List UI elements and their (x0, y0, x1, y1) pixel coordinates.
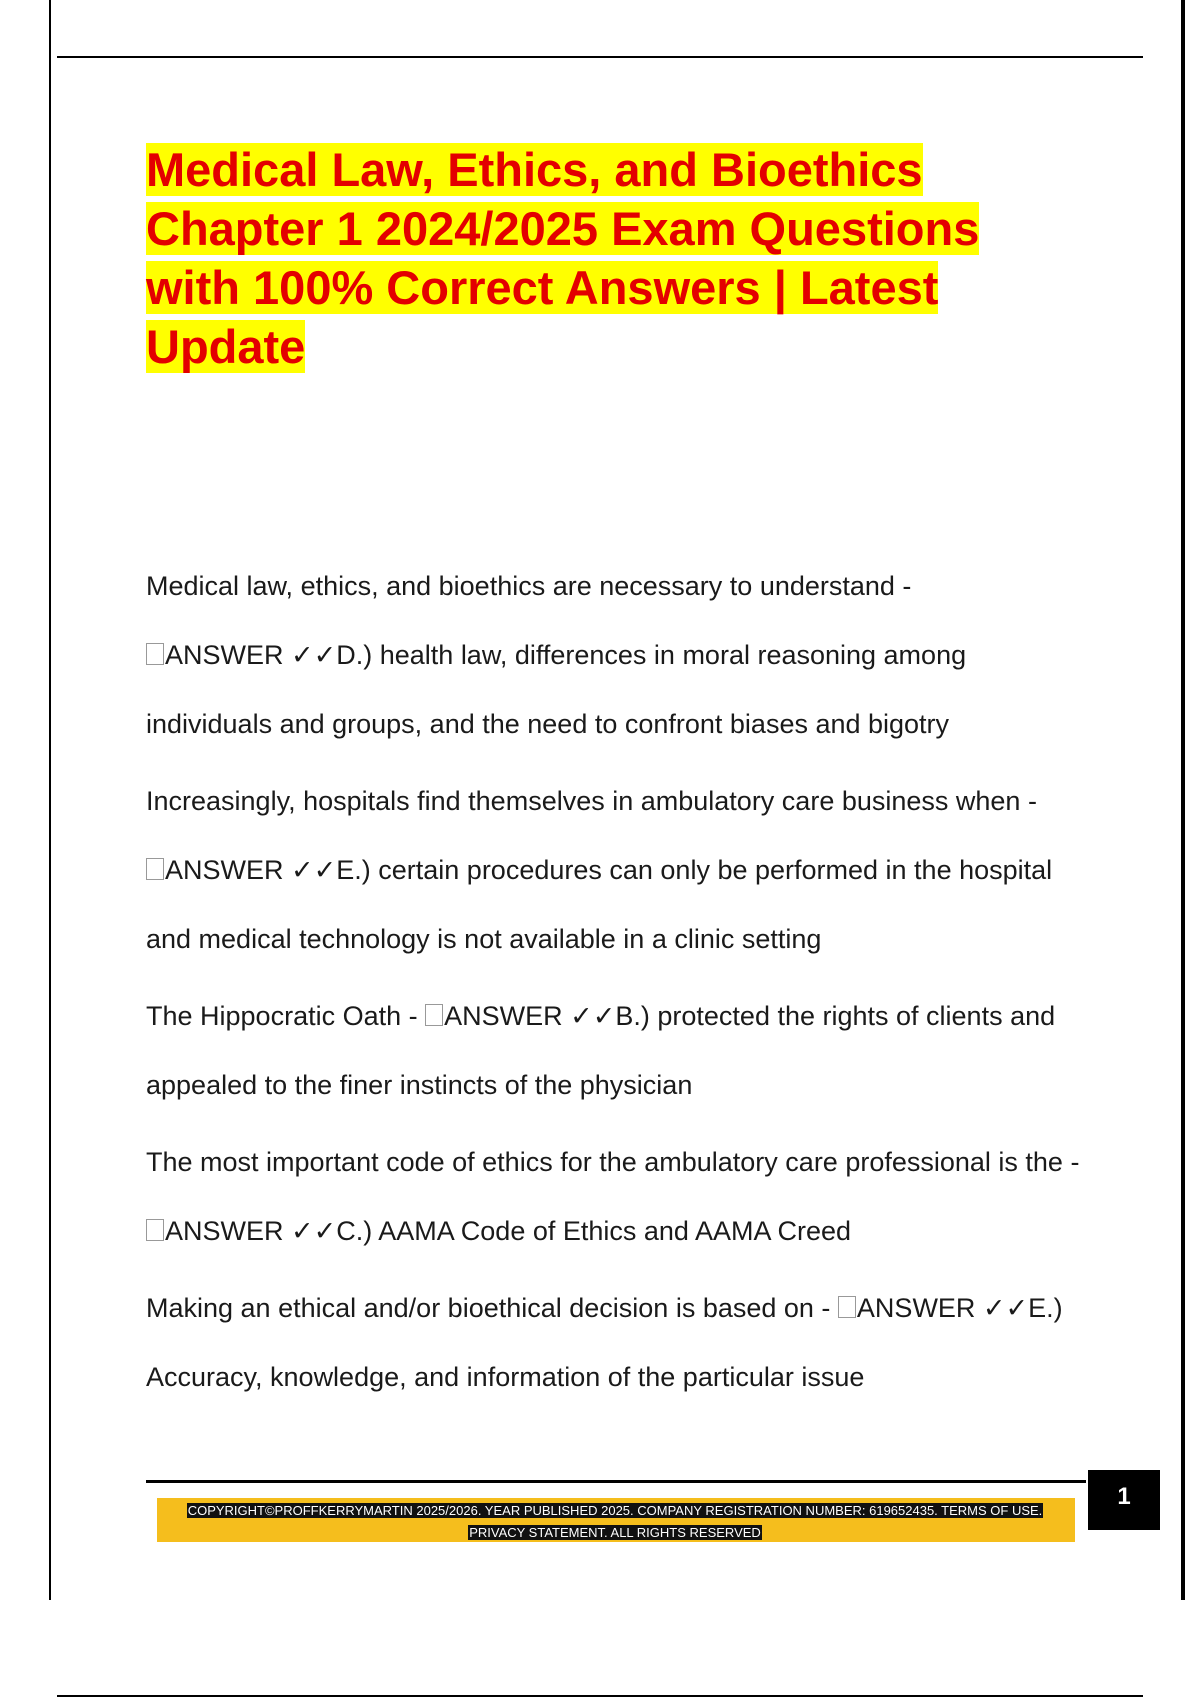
title-line: with 100% Correct Answers | Latest (146, 261, 939, 314)
title-line: Chapter 1 2024/2025 Exam Questions (146, 202, 980, 255)
answer-text: ANSWER ✓✓C.) AAMA Code of Ethics and AAMA Creed (165, 1216, 852, 1246)
qa-item (146, 767, 1096, 974)
page-right-border (1181, 0, 1185, 1600)
qa-item (146, 552, 1096, 759)
question-text: Increasingly, hospitals find themselves in ambulatory care business when - (146, 786, 1037, 816)
qa-list (146, 552, 1096, 1420)
missing-glyph-box-icon (146, 858, 164, 880)
answer-text: ANSWER ✓✓D.) health law, differences in moral reasoning among individuals and groups, and the need to confront biases and bigotry (146, 640, 967, 739)
qa-item (146, 1274, 1096, 1412)
document-title (146, 140, 1046, 376)
qa-item (146, 982, 1096, 1120)
answer-text: ANSWER ✓✓E.) certain procedures can only be performed in the hospital and medical technology is not available in a clinic setting (146, 855, 1053, 954)
missing-glyph-box-icon (146, 1219, 164, 1241)
missing-glyph-box-icon (838, 1296, 856, 1318)
question-text: The most important code of ethics for the ambulatory care professional is the - (146, 1147, 1080, 1177)
answer-text: ANSWER ✓✓B.) protected the rights of clients and appealed to the finer instincts of the physician (146, 1001, 1056, 1100)
answer-text: ANSWER ✓✓E.) Accuracy, knowledge, and information of the particular issue (146, 1293, 1063, 1392)
page-left-border (49, 0, 51, 1600)
title-line: Update (146, 320, 306, 373)
missing-glyph-box-icon (425, 1004, 443, 1026)
missing-glyph-box-icon (146, 643, 164, 665)
copyright-notice (165, 1500, 1065, 1544)
question-text: Medical law, ethics, and bioethics are necessary to understand - (146, 571, 912, 601)
page-number: 1 (1088, 1470, 1160, 1530)
header-rule (57, 56, 1143, 58)
question-text: The Hippocratic Oath - (146, 1001, 426, 1031)
copyright-line: COPYRIGHT©PROFFKERRYMARTIN 2025/2026. YEAR PUBLISHED 2025. COMPANY REGISTRATION NUMBER: 619652435. TERMS OF USE. (187, 1503, 1043, 1518)
question-text: Making an ethical and/or bioethical decision is based on - (146, 1293, 838, 1323)
copyright-line: PRIVACY STATEMENT. ALL RIGHTS RESERVED (469, 1525, 761, 1540)
footer-rule (146, 1480, 1086, 1483)
qa-item (146, 1128, 1096, 1266)
next-page-rule (57, 1695, 1143, 1697)
title-line: Medical Law, Ethics, and Bioethics (146, 143, 923, 196)
